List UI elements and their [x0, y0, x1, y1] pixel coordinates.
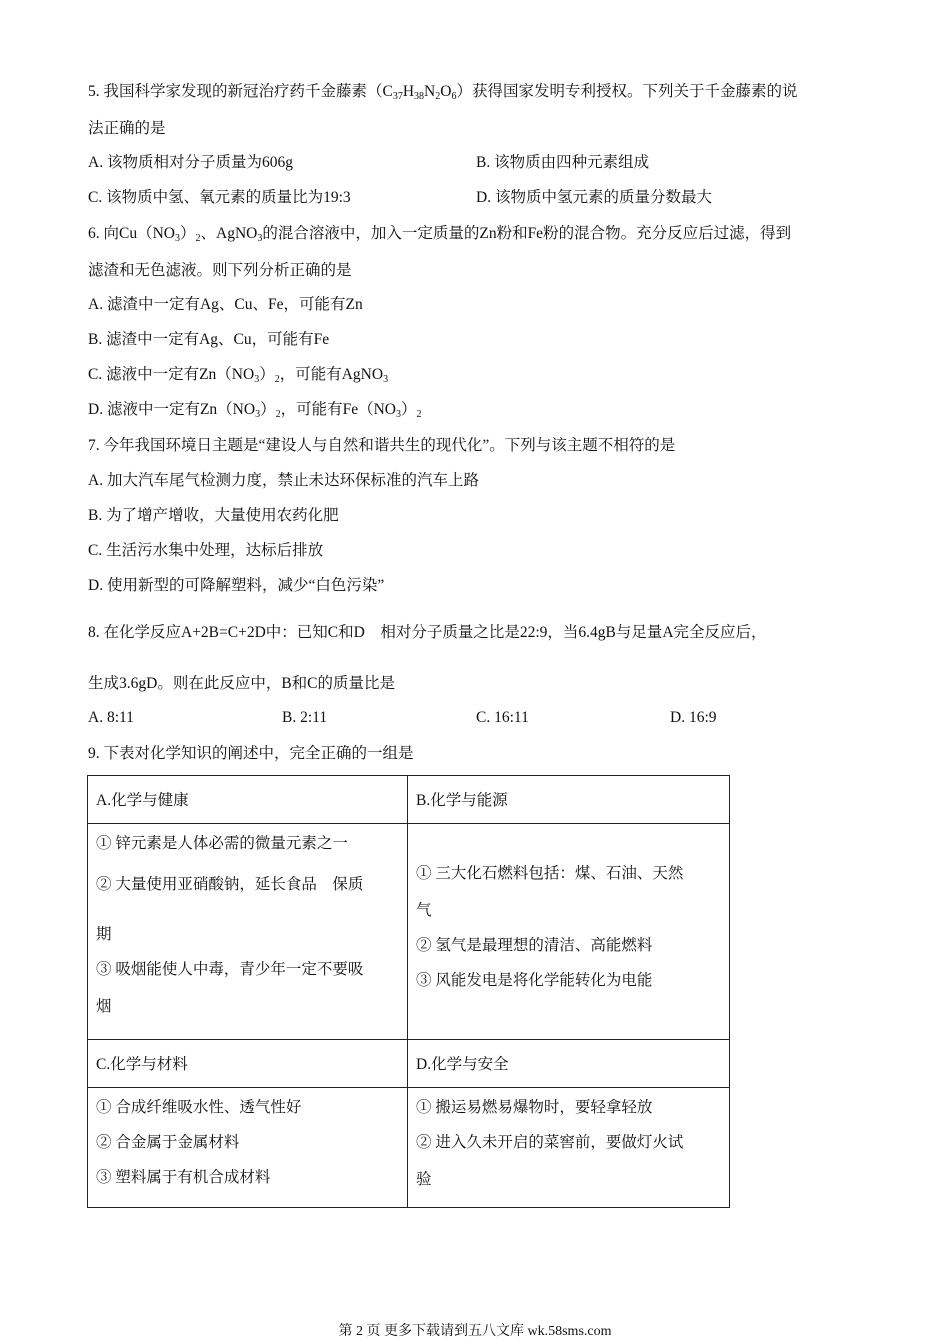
q7-option-a: A. 加大汽车尾气检测力度，禁止未达环保标准的汽车上路: [88, 472, 479, 489]
q9-d-item-2-cont: 验: [416, 1171, 432, 1188]
q9-head-a: A.化学与健康: [88, 776, 408, 824]
q9-b-item-1: ① 三大化石燃料包括：煤、石油、天然: [416, 865, 684, 882]
q9-a-item-1: ① 锌元素是人体必需的微量元素之一: [96, 835, 348, 852]
q6-option-b: B. 滤渣中一定有Ag、Cu，可能有Fe: [88, 331, 330, 348]
q9-cell-b: [408, 824, 730, 1040]
q8-stem-line2: 生成3.6gD。则在此反应中，B和C的质量比是: [88, 675, 395, 692]
q7-option-b: B. 为了增产增收，大量使用农药化肥: [88, 507, 339, 524]
q7-option-d: D. 使用新型的可降解塑料，减少“白色污染”: [88, 577, 385, 594]
q9-d-item-1: ① 搬运易燃易爆物时，要轻拿轻放: [416, 1099, 653, 1116]
q9-stem: 9. 下表对化学知识的阐述中，完全正确的一组是: [88, 745, 414, 762]
q9-cell-a: [88, 824, 408, 1040]
q5-option-d: D. 该物质中氢元素的质量分数最大: [476, 189, 712, 206]
q7-stem: 7. 今年我国环境日主题是“建设人与自然和谐共生的现代化”。下列与该主题不相符的是: [88, 437, 676, 454]
q9-c-item-1: ① 合成纤维吸水性、透气性好: [96, 1099, 302, 1116]
q8-stem-line1: 8. 在化学反应A+2B=C+2D中：已知C和D 相对分子质量之比是22:9，当6.4gB与足量A完全反应后，: [88, 624, 767, 641]
q9-cell-d: [408, 1088, 730, 1208]
q8-option-d: D. 16:9: [670, 709, 717, 726]
q5-option-c: C. 该物质中氢、氧元素的质量比为19:3: [88, 189, 351, 206]
q5-stem-line1: 5. 我国科学家发现的新冠治疗药千金藤素$(C_{37}H_{38}N_2O_6)$获得国家发明专利授权。下列关于千金藤素的说: [88, 83, 798, 102]
q9-a-item-2: ② 大量使用亚硝酸钠，延长食品 保质: [96, 876, 364, 893]
q5-option-b: B. 该物质由四种元素组成: [476, 154, 650, 171]
q9-a-item-3-cont: 烟: [96, 998, 112, 1015]
q6-stem-line2: 滤渣和无色滤液。则下列分析正确的是: [88, 262, 352, 279]
q9-head-b: B.化学与能源: [408, 776, 730, 824]
q9-cell-c: [88, 1088, 408, 1208]
q5-stem-line2: 法正确的是: [88, 120, 166, 137]
q9-a-item-3: ③ 吸烟能使人中毒，青少年一定不要吸: [96, 961, 364, 978]
q8-option-c: C. 16:11: [476, 709, 529, 726]
q9-table: [87, 775, 730, 1208]
q6-option-c: C. 滤液中一定有$Zn(NO_3)_2$，可能有AgNO$_3$: [88, 366, 389, 385]
q6-stem-line1: 6. 向$Cu(NO_3)_2$、AgNO$_3$的混合溶液中，加入一定质量的Zn粉和Fe粉的混合物。充分反应后过滤，得到: [88, 225, 792, 244]
q9-c-item-3: ③ 塑料属于有机合成材料: [96, 1169, 271, 1186]
q9-a-item-2-cont: 期: [96, 926, 112, 943]
q9-c-item-2: ② 合金属于金属材料: [96, 1134, 240, 1151]
q9-d-item-2: ② 进入久未开启的菜窖前，要做灯火试: [416, 1134, 684, 1151]
q9-head-c: C.化学与材料: [88, 1040, 408, 1088]
q7-option-c: C. 生活污水集中处理，达标后排放: [88, 542, 324, 559]
q8-option-a: A. 8:11: [88, 709, 134, 726]
q9-b-item-2: ② 氢气是最理想的清洁、高能燃料: [416, 937, 653, 954]
q5-option-a: A. 该物质相对分子质量为606g: [88, 154, 293, 171]
q9-head-d: D.化学与安全: [408, 1040, 730, 1088]
q6-option-a: A. 滤渣中一定有Ag、Cu、Fe，可能有Zn: [88, 296, 363, 313]
q8-option-b: B. 2:11: [282, 709, 328, 726]
q6-option-d: D. 滤液中一定有$Zn(NO_3)_2$，可能有$Fe(NO_3)_2$: [88, 401, 422, 420]
q9-b-item-1-cont: 气: [416, 902, 432, 919]
page-footer: 第 2 页 更多下载请到五八文库 wk.58sms.com: [338, 1324, 612, 1339]
q9-b-item-3: ③ 风能发电是将化学能转化为电能: [416, 972, 653, 989]
